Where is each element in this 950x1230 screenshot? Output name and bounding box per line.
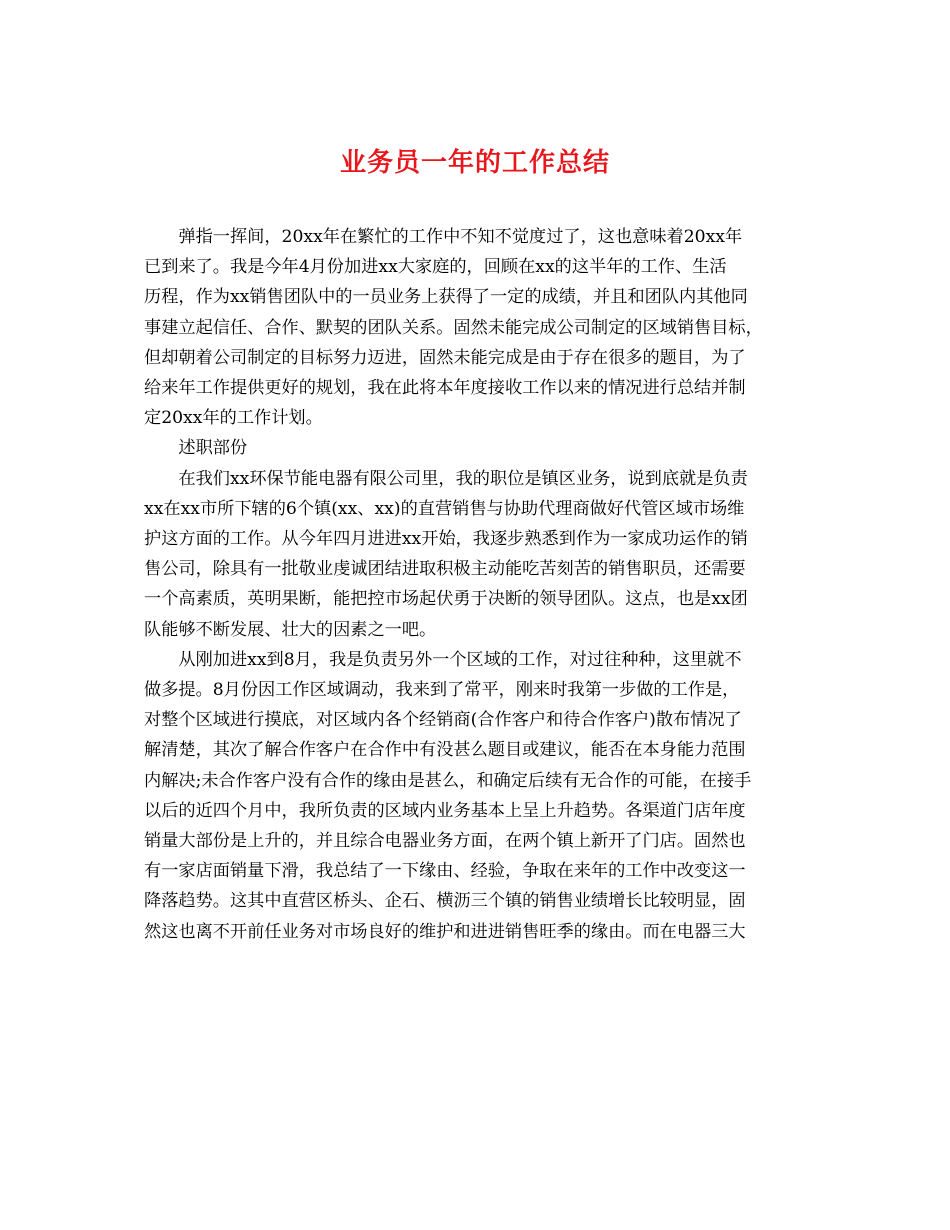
- document-body: [144, 222, 804, 947]
- paragraph-line: 但却朝着公司制定的目标努力迈进，固然未能完成是由于存在很多的题目，为了: [144, 347, 746, 368]
- paragraph: [144, 464, 804, 645]
- document-title: 业务员一年的工作总结: [339, 148, 610, 178]
- paragraph-line: 护这方面的工作。从今年四月进进xx开始，我逐步熟悉到作为一家成功运作的销: [144, 529, 748, 550]
- paragraph-line: 事建立起信任、合作、默契的团队关系。固然未能完成公司制定的区域销售目标，: [144, 317, 763, 338]
- paragraph-line: xx在xx市所下辖的6个镇(xx、xx)的直营销售与协助代理商做好代管区域市场维: [144, 498, 745, 519]
- paragraph-line: 队能够不断发展、壮大的因素之一吧。: [144, 619, 437, 640]
- paragraph-line: 已到来了。我是今年4月份加进xx大家庭的，回顾在xx的这半年的工作、生活: [144, 257, 727, 278]
- paragraph-line: 解清楚，其次了解合作客户在合作中有没甚么题目或建议，能否在本身能力范围: [144, 740, 746, 761]
- paragraph-line: 从刚加进xx到8月，我是负责另外一个区域的工作，对过往种种，这里就不: [178, 649, 742, 670]
- paragraph-line: 历程，作为xx销售团队中的一员业务上获得了一定的成绩，并且和团队内其他同: [144, 287, 748, 308]
- paragraph-line: 有一家店面销量下滑，我总结了一下缘由、经验，争取在来年的工作中改变这一: [144, 861, 746, 882]
- paragraph-line: 内解决;未合作客户没有合作的缘由是甚么，和确定后续有无合作的可能，在接手: [144, 770, 752, 791]
- paragraph-line: 销量大部份是上升的，并且综合电器业务方面，在两个镇上新开了门店。固然也: [144, 831, 746, 852]
- document-content: [144, 222, 804, 947]
- paragraph-line: 在我们xx环保节能电器有限公司里，我的职位是镇区业务，说到底就是负责: [178, 468, 748, 489]
- paragraph-line: 一个高素质，英明果断，能把控市场起伏勇于决断的领导团队。这点，也是xx团: [144, 589, 748, 610]
- paragraph-line: 以后的近四个月中，我所负责的区域内业务基本上呈上升趋势。各渠道门店年度: [144, 800, 746, 821]
- paragraph-line: 给来年工作提供更好的规划，我在此将本年度接收工作以来的情况进行总结并制: [144, 378, 746, 399]
- paragraph-line: 然这也离不开前任业务对市场良好的维护和进进销售旺季的缘由。而在电器三大: [144, 921, 746, 942]
- paragraph-line: 做多提。8月份因工作区域调动，我来到了常平，刚来时我第一步做的工作是，: [144, 680, 740, 701]
- paragraph-line: 售公司，除具有一批敬业虔诚团结进取积极主动能吃苦刻苦的销售职员，还需要: [144, 559, 746, 580]
- paragraph-line: 定20xx年的工作计划。: [144, 408, 323, 429]
- paragraph-line: 对整个区域进行摸底，对区域内各个经销商(合作客户和待合作客户)散布情况了: [144, 710, 742, 731]
- paragraph-line: 降落趋势。这其中直营区桥头、企石、横沥三个镇的销售业绩增长比较明显，固: [144, 891, 746, 912]
- paragraph: [144, 222, 804, 433]
- paragraph-line: 弹指一挥间，20xx年在繁忙的工作中不知不觉度过了，这也意味着20xx年: [178, 227, 743, 247]
- paragraph: [144, 645, 804, 947]
- section-heading: 述职部份: [178, 438, 248, 459]
